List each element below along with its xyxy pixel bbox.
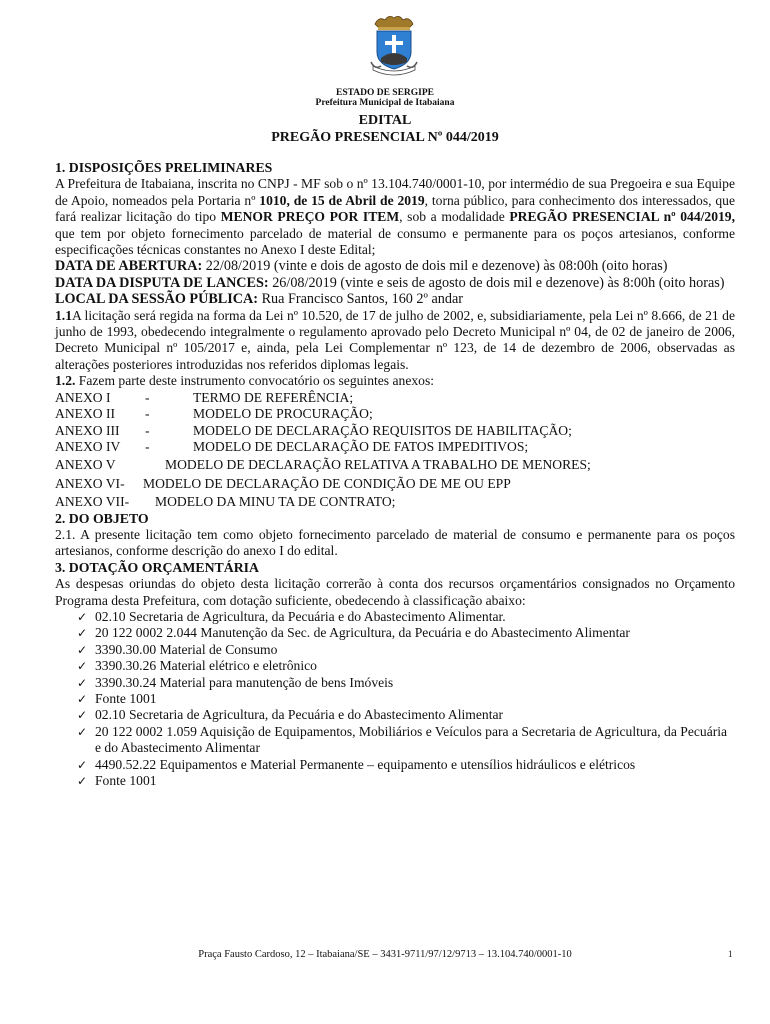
session-location	[55, 291, 735, 307]
list-item	[77, 625, 735, 641]
annex-id: ANEXO III	[55, 422, 120, 438]
annex-list	[55, 390, 735, 511]
annex-title: MODELO DA MINU TA DE CONTRATO;	[155, 494, 396, 510]
annex-id: ANEXO VII-	[55, 494, 130, 510]
budget-list-2	[55, 707, 735, 789]
section3-heading: 3. DOTAÇÃO ORÇAMENTÁRIA	[55, 559, 260, 575]
annex-id: ANEXO V	[55, 457, 116, 473]
section3-text: As despesas oriundas do objeto desta licitação correrão à conta dos recursos orçamentários consignados no Orçamento Programa desta Prefeitura, com dotação suficiente, obedecendo à classificação abaixo:	[55, 576, 735, 608]
annex-dash: -	[145, 438, 150, 454]
session-location-value: Rua Francisco Santos, 160 2º andar	[258, 291, 463, 308]
paragraph-1-1	[55, 308, 735, 374]
page-footer: Praça Fausto Cardoso, 12 – Itabaiana/SE – 3431-9711/97/12/9713 – 13.104.740/0001-10	[198, 949, 572, 960]
opening-date	[55, 258, 735, 274]
check-mark-icon: ✓	[77, 774, 88, 789]
list-item-text: Fonte 1001	[95, 691, 157, 706]
annex-item	[55, 423, 735, 439]
check-mark-icon: ✓	[77, 626, 88, 641]
check-mark-icon: ✓	[77, 609, 88, 624]
check-mark-icon: ✓	[77, 692, 88, 706]
intro-text-4: que tem por objeto fornecimento parcelado de material de consumo e permanente para os poços artesianos, conforme especificações técnicas constantes no Anexo I deste Edital;	[55, 225, 735, 258]
list-item	[77, 609, 735, 625]
annex-id: ANEXO I	[55, 389, 111, 405]
check-mark-icon: ✓	[77, 708, 88, 723]
list-item-text: 4490.52.22 Equipamentos e Material Permanente – equipamento e utensílios hidráulicos e elétricos	[95, 756, 636, 772]
ordinance-number: 1010, de 15 de Abril de 2019	[259, 192, 425, 208]
document-type: EDITAL	[358, 113, 412, 128]
annex-title: MODELO DE DECLARAÇÃO RELATIVA A TRABALHO DE MENORES;	[165, 457, 591, 473]
list-item-text: 3390.30.26 Material elétrico e eletrônico	[95, 658, 317, 674]
prefecture-name: Prefeitura Municipal de Itabaiana	[315, 98, 455, 108]
check-mark-icon: ✓	[77, 675, 88, 690]
list-item-text: 3390.30.24 Material para manutenção de bens Imóveis	[95, 674, 394, 690]
section2-text: 2.1. A presente licitação tem como objeto fornecimento parcelado de material de consumo e permanente para os poços artesianos, conforme descrição do anexo I do edital.	[55, 526, 735, 559]
list-item	[77, 773, 735, 789]
annex-item	[55, 406, 735, 422]
list-item-text: Fonte 1001	[95, 773, 157, 789]
opening-date-value: 22/08/2019 (vinte e dois de agosto de dois mil e dezenove) às 08:00h (oito horas)	[202, 258, 668, 275]
annex-dash: -	[145, 406, 150, 422]
dispute-date-value: 26/08/2019 (vinte e seis de agosto de dois mil e dezenove) às 8:00h (oito horas)	[268, 274, 725, 291]
municipal-crest-icon	[369, 14, 419, 78]
check-mark-icon: ✓	[77, 757, 88, 772]
opening-date-label: DATA DE ABERTURA:	[55, 258, 203, 275]
check-mark-icon: ✓	[77, 659, 88, 674]
intro-text-3: , sob a modalidade	[399, 209, 510, 225]
budget-list-1	[55, 609, 735, 707]
list-item	[77, 675, 735, 691]
annex-id: ANEXO IV	[55, 438, 121, 454]
list-item-text: 20 122 0002 1.059 Aquisição de Equipamentos, Mobiliários e Veículos para a Secretaria de Agricultura, da Pecuária e do Abastecimento Alimentar	[95, 723, 728, 756]
list-item-text: 20 122 0002 2.044 Manutenção da Sec. de Agricultura, da Pecuária e do Abastecimento Alimentar	[95, 625, 630, 641]
annex-title: TERMO DE REFERÊNCIA;	[193, 389, 354, 405]
dispute-date-label: DATA DA DISPUTA DE LANCES:	[55, 274, 269, 291]
session-location-label: LOCAL DA SESSÃO PÚBLICA:	[55, 291, 259, 308]
list-item	[77, 642, 735, 658]
list-item	[77, 658, 735, 674]
bid-type: MENOR PREÇO POR ITEM	[220, 209, 400, 225]
list-item-text: 02.10 Secretaria de Agricultura, da Pecuária e do Abastecimento Alimentar.	[95, 608, 506, 624]
bid-modality: PREGÃO PRESENCIAL nº 044/2019,	[509, 209, 735, 225]
intro-text-1: A Prefeitura de Itabaiana, inscrita no CNPJ - MF sob o nº 13.104.740/0001-10, por intermédio de sua Pregoeira e sua Equipe de Apoio, nomeados pela Portaria nº	[55, 176, 735, 208]
document-body	[55, 160, 735, 789]
list-item	[77, 724, 735, 757]
paragraph-1-2-text: Fazem parte deste instrumento convocatório os seguintes anexos:	[75, 373, 435, 389]
state-name: ESTADO DE SERGIPE	[335, 88, 434, 98]
section1-intro	[55, 176, 735, 258]
paragraph-1-2-label: 1.2.	[55, 373, 76, 389]
annex-title: MODELO DE PROCURAÇÃO;	[193, 406, 373, 422]
annex-item	[55, 390, 735, 406]
annex-item	[55, 476, 735, 492]
annex-dash: -	[145, 422, 150, 438]
dispute-date	[55, 275, 735, 291]
list-item-text: 02.10 Secretaria de Agricultura, da Pecuária e do Abastecimento Alimentar	[95, 707, 504, 723]
list-item	[77, 691, 735, 707]
annex-id: ANEXO VI-	[55, 475, 125, 491]
check-mark-icon: ✓	[77, 642, 88, 657]
list-item	[77, 757, 735, 773]
check-mark-icon: ✓	[77, 724, 88, 739]
paragraph-1-2	[55, 373, 735, 389]
annex-item	[55, 439, 735, 455]
paragraph-1-1-text: A licitação será regida na forma da Lei nº 10.520, de 17 de julho de 2002, e, subsidiariamente, pela Lei nº 8.666, de 21 de junho de 1993, obedecendo integralmente o regulamento aprovado pelo Decreto Municipal nº 04, de 02 de janeiro de 2006, Decreto Municipal nº 105/2017 e, ainda, pela Lei Complementar nº 123, de 14 de dezembro de 2006, observadas as alterações posteriores introduzidas nos referidos diplomas legais.	[55, 307, 735, 372]
section2-heading: 2. DO OBJETO	[55, 510, 149, 526]
annex-title: MODELO DE DECLARAÇÃO DE CONDIÇÃO DE ME OU EPP	[143, 475, 511, 491]
annex-dash: -	[145, 389, 150, 405]
list-item	[77, 707, 735, 723]
paragraph-1-1-label: 1.1	[55, 307, 72, 323]
annex-title: MODELO DE DECLARAÇÃO DE FATOS IMPEDITIVOS;	[193, 438, 529, 454]
annex-item	[55, 494, 735, 510]
list-item-text: 3390.30.00 Material de Consumo	[95, 641, 278, 657]
document-number: PREGÃO PRESENCIAL Nº 044/2019	[271, 130, 499, 145]
annex-id: ANEXO II	[55, 406, 116, 422]
section1-heading: 1. DISPOSIÇÕES PRELIMINARES	[55, 160, 273, 175]
page-number: 1	[728, 949, 733, 959]
annex-item	[55, 457, 735, 473]
annex-title: MODELO DE DECLARAÇÃO REQUISITOS DE HABILITAÇÃO;	[193, 422, 572, 438]
intro-text-2: , torna público, para conhecimento dos interessados, que fará realizar licitação do tipo	[55, 192, 735, 225]
